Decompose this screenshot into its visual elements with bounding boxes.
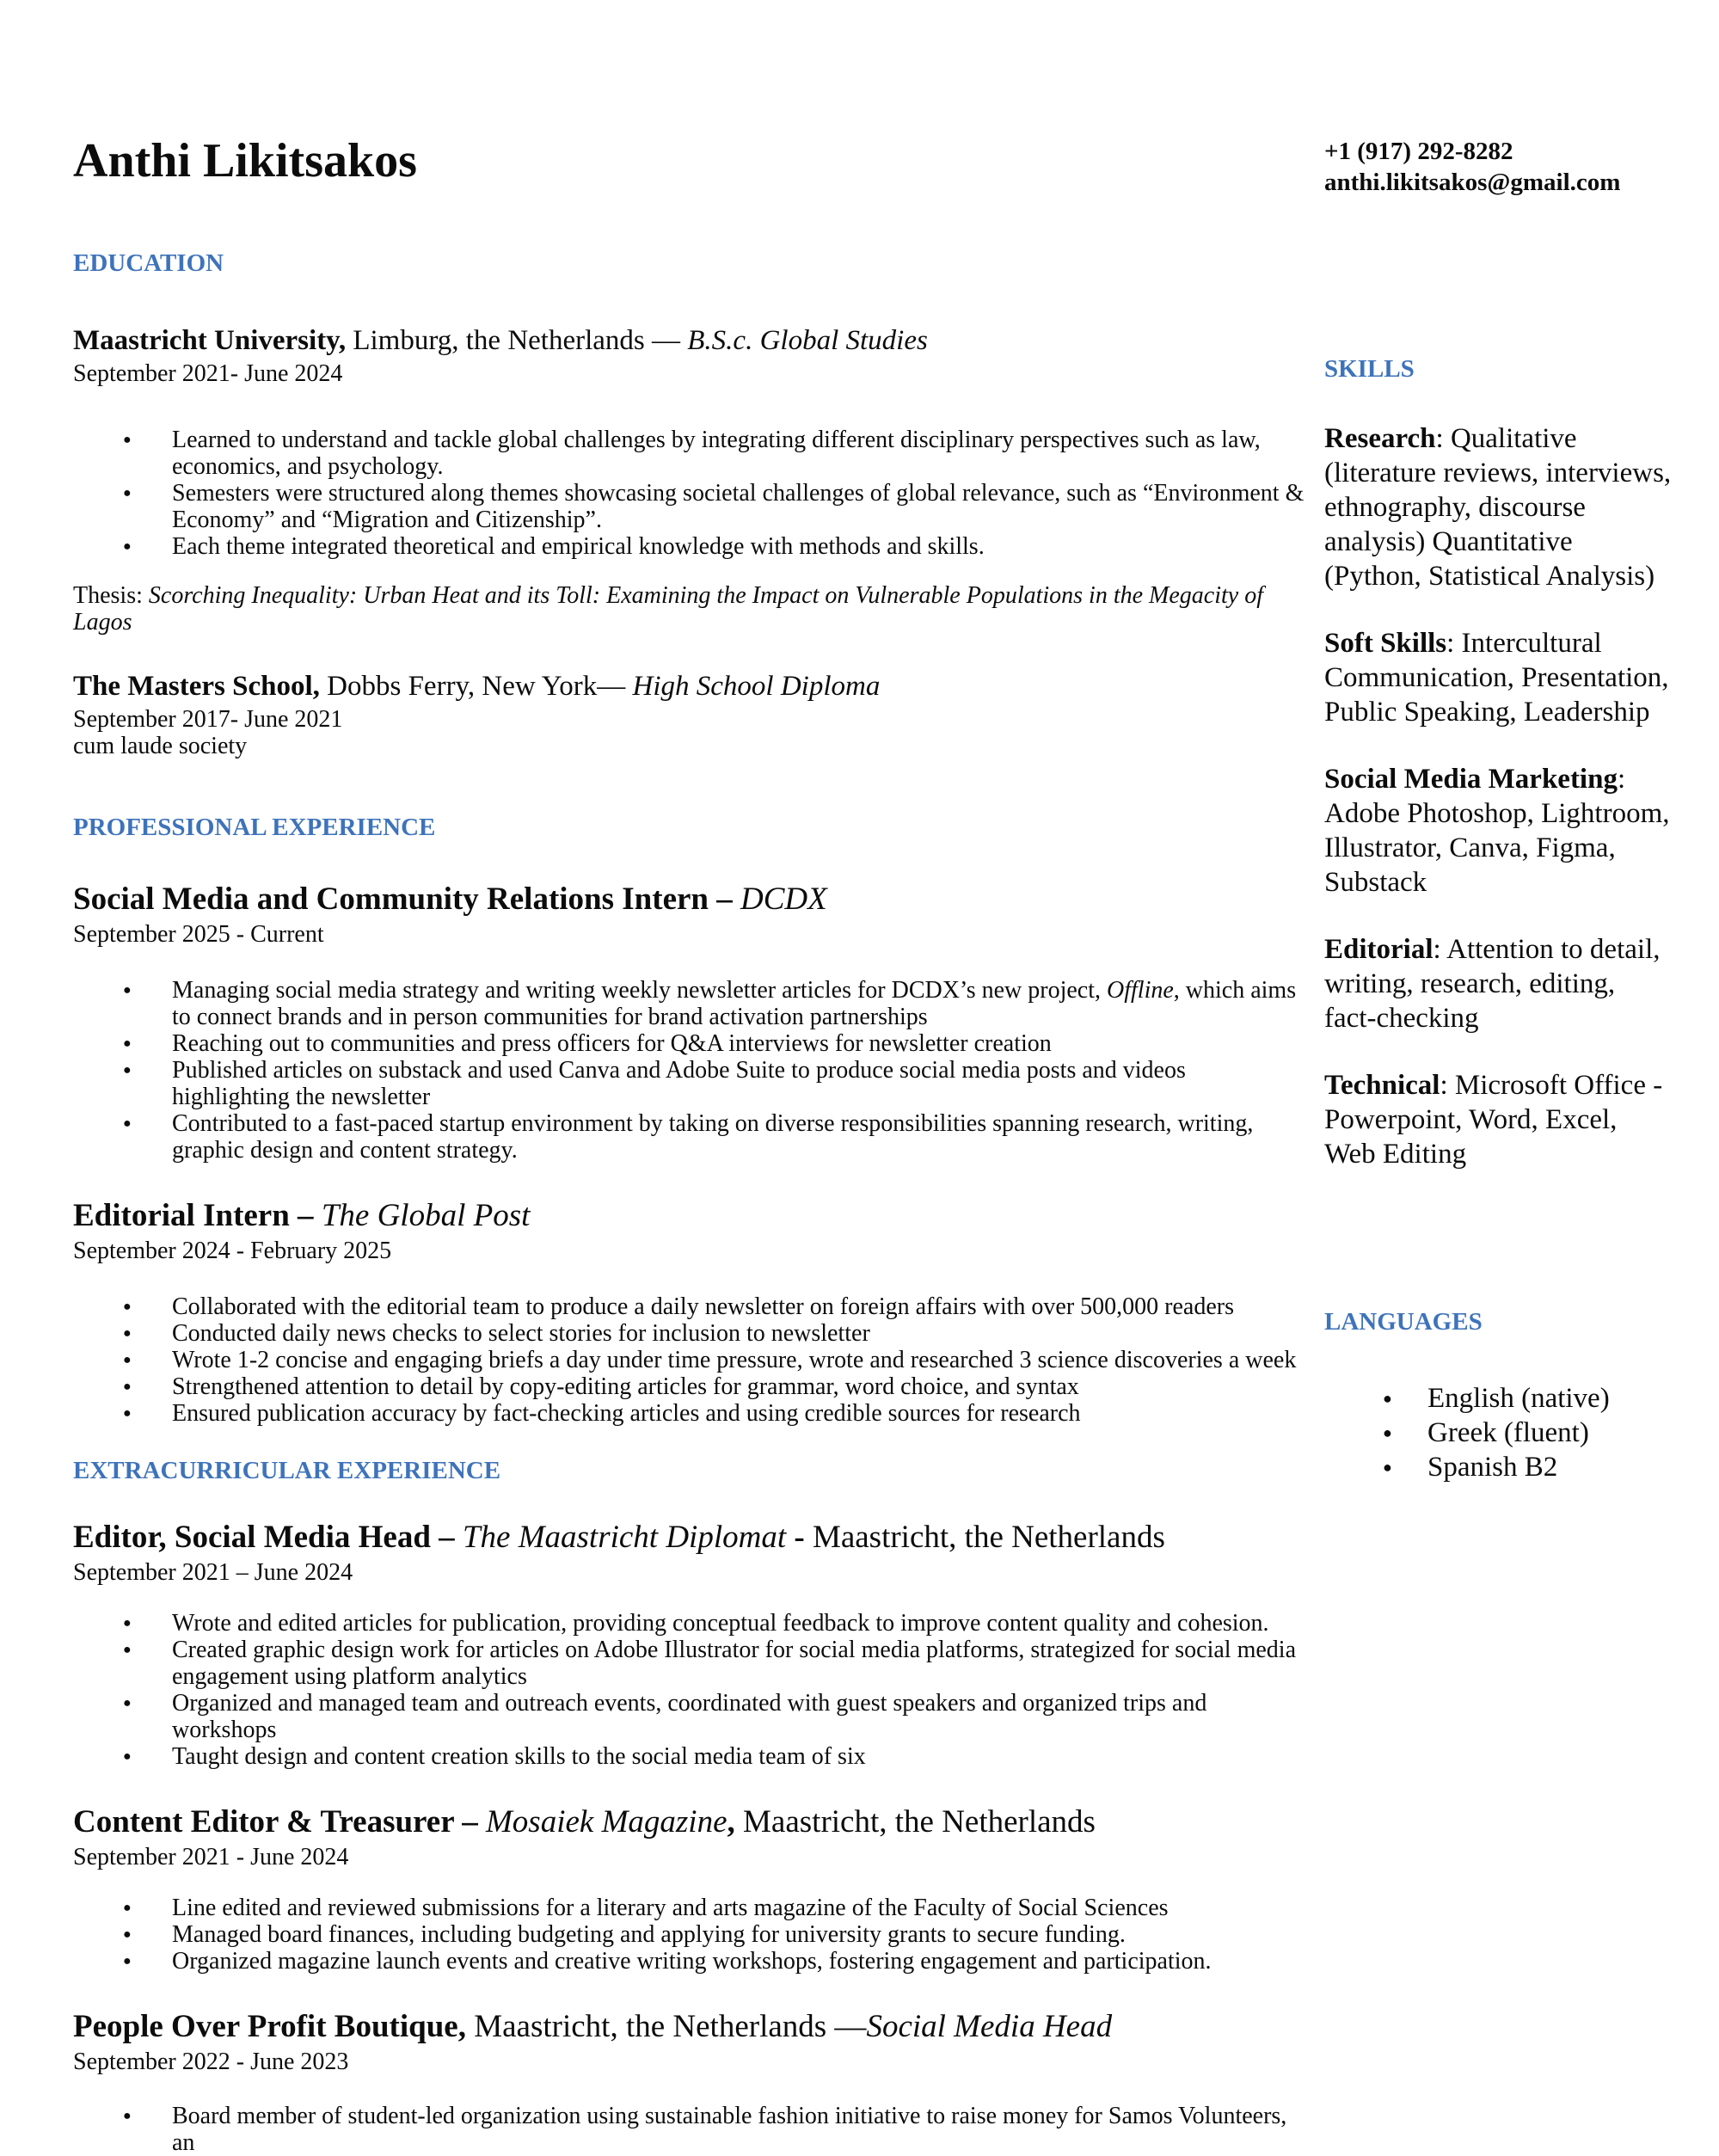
bullet-item: ● Published articles on substack and used Canva and Adobe Suite to produce social media posts and videos highlighting the newsletter [172,1057,1307,1110]
contact-block [1324,136,1673,198]
skill-text: : Microsoft Office - Powerpoint, Word, Excel, Web Editing [1324,1070,1663,1170]
bullet-item: ● Each theme integrated theoretical and empirical knowledge with methods and skills. [172,533,1307,560]
bullet-item: ● Taught design and content creation skills to the social media team of six [172,1743,1307,1770]
job-dates: September 2021 – June 2024 [73,1559,353,1586]
education-bullet-list [73,427,1307,560]
job-dates: September 2025 - Current [73,921,324,948]
job-location: Maastricht, the Netherlands [734,1804,1096,1840]
job-title-maastricht-diplomat [73,1520,1307,1556]
job-organization: People Over Profit Boutique, [73,2009,466,2044]
school-location: Dobbs Ferry, New York— [319,671,633,702]
skill-category-editorial [1324,932,1673,1035]
honors-note: cum laude society [73,733,248,759]
job-organization: Mosaiek Magazine [485,1804,728,1840]
skill-label: Soft Skills [1324,628,1447,659]
section-heading-education: EDUCATION [73,249,224,277]
bullet-item: ● Wrote 1-2 concise and engaging briefs a day under time pressure, wrote and researched 3 science discoveries a week [172,1347,1307,1373]
bullet-text: Managing social media strategy and writing weekly newsletter articles for DCDX’s new project, [172,977,1108,1004]
skill-text: : Intercultural Communication, Presentation, Public Speaking, Leadership [1324,628,1669,728]
bullet-item: ● Organized magazine launch events and creative writing workshops, fostering engagement and participation. [172,1948,1307,1975]
job-role: Editorial Intern – [73,1198,322,1233]
job-location: Maastricht, the Netherlands — [465,2009,867,2044]
job-bullet-list [73,1895,1307,1975]
skill-text: : Adobe Photoshop, Lightroom, Illustrator, Canva, Figma, Substack [1324,764,1670,898]
job-bullet-list [73,1293,1307,1427]
bullet-item: ● Wrote and edited articles for publication, providing conceptual feedback to improve content quality and cohesion. [172,1610,1307,1637]
separator: - [786,1520,813,1555]
bullet-item: ● Reaching out to communities and press officers for Q&A interviews for newsletter creation [172,1030,1307,1057]
bullet-text: , which aims to connect brands and in person communities for brand activation partnerships [172,977,1297,1030]
bullet-item: ● Strengthened attention to detail by copy-editing articles for grammar, word choice, and syntax [172,1373,1307,1400]
thesis-line [73,582,1307,636]
skill-label: Technical [1324,1070,1440,1101]
skill-label: Research [1324,423,1436,454]
skill-category-social-media-marketing [1324,762,1673,900]
job-role: Editor, Social Media Head – [73,1520,463,1555]
job-dates: September 2024 - February 2025 [73,1238,392,1264]
job-bullet-list [73,977,1307,1164]
bullet-item: ● Line edited and reviewed submissions for a literary and arts magazine of the Faculty of Social Sciences [172,1895,1307,1921]
job-dates: September 2021 - June 2024 [73,1844,349,1870]
bullet-item: ● Semesters were structured along themes showcasing societal challenges of global relevance, such as “Environment & Economy” and “Migration and Citizenship”. [172,480,1307,533]
bullet-item: ● Conducted daily news checks to select stories for inclusion to newsletter [172,1320,1307,1347]
job-organization: The Maastricht Diplomat [462,1520,787,1555]
section-heading-extracurricular: EXTRACURRICULAR EXPERIENCE [73,1457,501,1484]
skill-text: : Attention to detail, writing, research, editing, fact-checking [1324,934,1661,1034]
project-name: Offline [1107,977,1174,1004]
job-role: Social Media Head [866,2009,1113,2044]
skill-category-soft-skills [1324,626,1673,729]
job-location: Maastricht, the Netherlands [812,1520,1165,1555]
school-location: Limburg, the Netherlands — [346,325,688,356]
job-title-mosaiek [73,1804,1307,1840]
skill-label: Social Media Marketing [1324,764,1618,795]
school-name: Maastricht University, [73,325,347,356]
section-heading-languages: LANGUAGES [1324,1308,1483,1336]
bullet-item: ● Ensured publication accuracy by fact-checking articles and using credible sources for research [172,1400,1307,1427]
bullet-item [172,977,1307,1030]
job-bullet-list [73,1610,1307,1770]
bullet-item: ● Contributed to a fast-paced startup environment by taking on diverse responsibilities spanning research, writing, graphic design and content strategy. [172,1110,1307,1164]
job-company: The Global Post [321,1198,531,1233]
school-name: The Masters School, [73,671,320,702]
phone-number: +1 (917) 292-8282 [1324,138,1513,165]
degree-name: B.S.c. Global Studies [687,325,928,356]
job-company: DCDX [740,881,827,917]
bullet-item: ● Collaborated with the editorial team to produce a daily newsletter on foreign affairs with over 500,000 readers [172,1293,1307,1320]
job-role: Social Media and Community Relations Intern – [73,881,741,917]
separator: , [727,1804,735,1840]
degree-name: High School Diploma [632,671,881,702]
education-entry-title-masters [73,670,1307,703]
bullet-item: ● Learned to understand and tackle global challenges by integrating different disciplinary perspectives such as law, economics, and psychology. [172,427,1307,480]
bullet-item: ● Board member of student-led organization using sustainable fashion initiative to raise money for Samos Volunteers, an [172,2103,1307,2156]
education-dates: September 2021- June 2024 [73,360,343,387]
language-item: ● Greek (fluent) [1427,1416,1673,1450]
sidebar-column [1324,0,1673,1484]
skill-category-research [1324,421,1673,593]
skill-category-technical [1324,1068,1673,1171]
candidate-name: Anthi Likitsakos [73,134,417,187]
job-dates: September 2022 - June 2023 [73,2049,349,2075]
job-title-global-post [73,1198,1307,1234]
job-role: Content Editor & Treasurer – [73,1804,486,1840]
email-address: anthi.likitsakos@gmail.com [1324,169,1621,196]
skill-text: : Qualitative (literature reviews, interviews, ethnography, discourse analysis) Quantitative (Python, Statistical Analysis) [1324,423,1672,592]
thesis-title: Scorching Inequality: Urban Heat and its Toll: Examining the Impact on Vulnerable Populations in the Megacity of Lagos [73,582,1263,636]
language-item: ● English (native) [1427,1381,1673,1416]
thesis-label: Thesis: [73,582,149,609]
main-column [73,0,1307,2156]
job-bullet-list [73,2103,1307,2156]
education-entry-title-maastricht [73,324,1307,357]
language-item: ● Spanish B2 [1427,1450,1673,1484]
bullet-item: ● Created graphic design work for articles on Adobe Illustrator for social media platforms, strategized for social media engagement using platform analytics [172,1637,1307,1690]
bullet-item: ● Managed board finances, including budgeting and applying for university grants to secure funding. [172,1921,1307,1948]
education-dates: September 2017- June 2021 [73,706,343,733]
bullet-item: ● Organized and managed team and outreach events, coordinated with guest speakers and organized trips and workshops [172,1690,1307,1743]
section-heading-professional-experience: PROFESSIONAL EXPERIENCE [73,814,436,841]
skill-label: Editorial [1324,934,1434,965]
job-title-people-over-profit [73,2009,1307,2045]
job-title-dcdx [73,881,1307,918]
language-list [1324,1381,1673,1484]
section-heading-skills: SKILLS [1324,355,1415,383]
